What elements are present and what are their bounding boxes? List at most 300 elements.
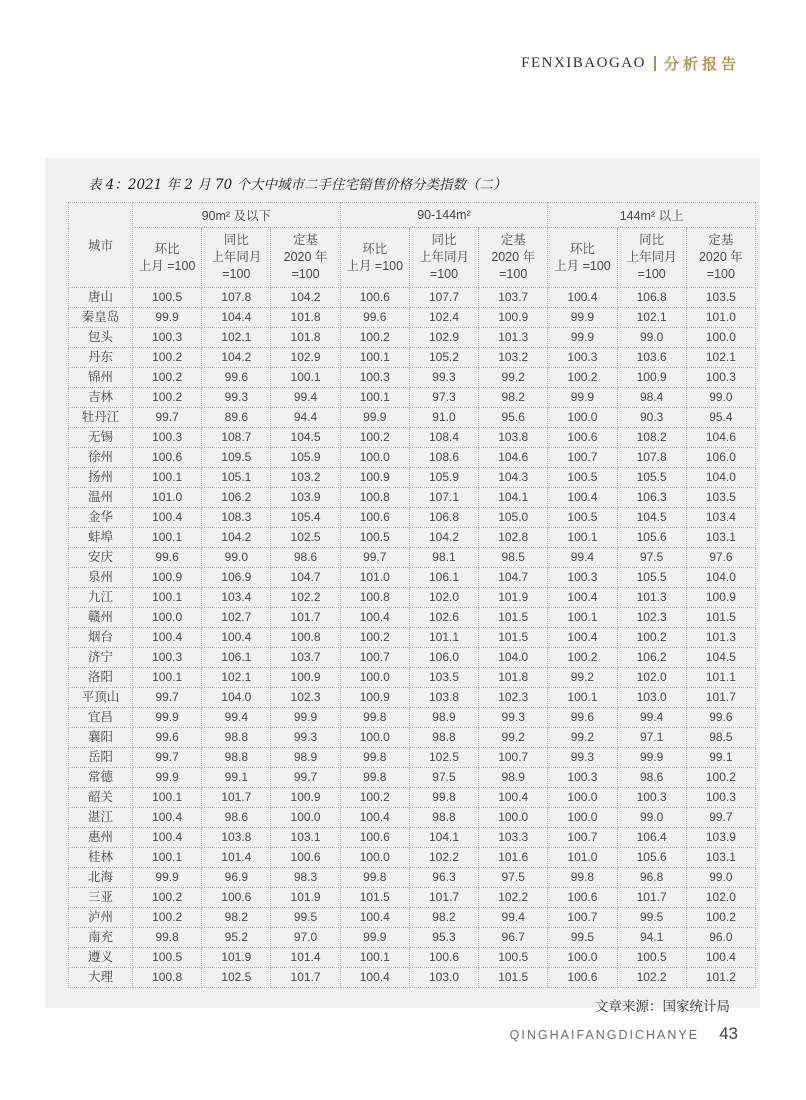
- value-cell: 105.2: [409, 348, 478, 368]
- value-cell: 107.7: [409, 288, 478, 308]
- sub-header-cell-yoy: 同比 上年同月 =100: [409, 228, 478, 288]
- value-cell: 101.0: [548, 848, 617, 868]
- value-cell: 107.8: [202, 288, 271, 308]
- value-cell: 103.8: [409, 688, 478, 708]
- value-cell: 99.7: [133, 408, 202, 428]
- value-cell: 99.9: [548, 328, 617, 348]
- value-cell: 103.8: [202, 828, 271, 848]
- table-row: [69, 348, 756, 368]
- page-header-brand: [521, 53, 740, 74]
- value-cell: 99.2: [479, 368, 548, 388]
- value-cell: 96.9: [202, 868, 271, 888]
- value-cell: 103.9: [271, 488, 340, 508]
- value-cell: 102.2: [271, 588, 340, 608]
- value-cell: 101.6: [479, 848, 548, 868]
- value-cell: 99.2: [479, 728, 548, 748]
- value-cell: 104.7: [479, 568, 548, 588]
- value-cell: 100.6: [202, 888, 271, 908]
- value-cell: 102.7: [202, 608, 271, 628]
- value-cell: 101.4: [271, 948, 340, 968]
- value-cell: 100.1: [133, 848, 202, 868]
- value-cell: 99.1: [686, 748, 755, 768]
- value-cell: 100.4: [548, 588, 617, 608]
- value-cell: 105.9: [271, 448, 340, 468]
- value-cell: 100.0: [340, 668, 409, 688]
- value-cell: 104.1: [479, 488, 548, 508]
- table-row: [69, 448, 756, 468]
- value-cell: 101.7: [271, 608, 340, 628]
- value-cell: 102.2: [409, 848, 478, 868]
- city-cell: 济宁: [69, 648, 133, 668]
- value-cell: 103.9: [686, 828, 755, 848]
- value-cell: 100.4: [133, 828, 202, 848]
- city-cell: 赣州: [69, 608, 133, 628]
- value-cell: 99.9: [548, 388, 617, 408]
- value-cell: 103.5: [686, 288, 755, 308]
- value-cell: 95.6: [479, 408, 548, 428]
- value-cell: 104.0: [686, 568, 755, 588]
- value-cell: 100.3: [548, 768, 617, 788]
- value-cell: 108.4: [409, 428, 478, 448]
- city-cell: 九江: [69, 588, 133, 608]
- value-cell: 99.0: [617, 808, 686, 828]
- value-cell: 99.2: [548, 668, 617, 688]
- table-row: [69, 868, 756, 888]
- value-cell: 101.1: [686, 668, 755, 688]
- city-cell: 大理: [69, 968, 133, 988]
- value-cell: 103.4: [686, 508, 755, 528]
- value-cell: 100.0: [548, 948, 617, 968]
- value-cell: 100.6: [340, 288, 409, 308]
- table-row: [69, 928, 756, 948]
- group-header-row: [69, 203, 756, 228]
- city-cell: 平顶山: [69, 688, 133, 708]
- value-cell: 99.0: [686, 388, 755, 408]
- value-cell: 105.9: [409, 468, 478, 488]
- value-cell: 109.5: [202, 448, 271, 468]
- value-cell: 105.4: [271, 508, 340, 528]
- value-cell: 96.7: [479, 928, 548, 948]
- value-cell: 94.4: [271, 408, 340, 428]
- city-cell: 扬州: [69, 468, 133, 488]
- value-cell: 100.6: [548, 968, 617, 988]
- table-row: [69, 808, 756, 828]
- value-cell: 106.0: [409, 648, 478, 668]
- value-cell: 99.5: [271, 908, 340, 928]
- value-cell: 100.6: [548, 428, 617, 448]
- value-cell: 100.0: [340, 728, 409, 748]
- value-cell: 90.3: [617, 408, 686, 428]
- table-row: [69, 408, 756, 428]
- table-row: [69, 648, 756, 668]
- value-cell: 103.0: [409, 968, 478, 988]
- price-index-table: [68, 202, 756, 988]
- value-cell: 99.9: [548, 308, 617, 328]
- content-panel: [45, 158, 760, 1015]
- value-cell: 100.2: [133, 908, 202, 928]
- value-cell: 99.6: [202, 368, 271, 388]
- value-cell: 107.1: [409, 488, 478, 508]
- value-cell: 100.4: [133, 508, 202, 528]
- value-cell: 99.8: [340, 868, 409, 888]
- value-cell: 99.8: [409, 788, 478, 808]
- value-cell: 100.0: [340, 448, 409, 468]
- value-cell: 100.4: [548, 288, 617, 308]
- value-cell: 100.0: [686, 328, 755, 348]
- value-cell: 100.4: [340, 968, 409, 988]
- value-cell: 103.8: [479, 428, 548, 448]
- value-cell: 97.5: [617, 548, 686, 568]
- value-cell: 97.0: [271, 928, 340, 948]
- value-cell: 95.4: [686, 408, 755, 428]
- value-cell: 101.7: [202, 788, 271, 808]
- value-cell: 99.6: [133, 548, 202, 568]
- value-cell: 102.0: [686, 888, 755, 908]
- value-cell: 104.0: [686, 468, 755, 488]
- value-cell: 96.8: [617, 868, 686, 888]
- value-cell: 100.6: [340, 828, 409, 848]
- value-cell: 99.6: [133, 728, 202, 748]
- value-cell: 101.0: [133, 488, 202, 508]
- value-cell: 99.0: [686, 868, 755, 888]
- value-cell: 99.4: [548, 548, 617, 568]
- value-cell: 100.6: [271, 848, 340, 868]
- value-cell: 100.7: [548, 828, 617, 848]
- value-cell: 95.3: [409, 928, 478, 948]
- value-cell: 104.1: [409, 828, 478, 848]
- value-cell: 101.8: [479, 668, 548, 688]
- value-cell: 103.2: [479, 348, 548, 368]
- city-cell: 惠州: [69, 828, 133, 848]
- value-cell: 98.2: [409, 908, 478, 928]
- value-cell: 100.4: [340, 908, 409, 928]
- value-cell: 105.5: [617, 468, 686, 488]
- value-cell: 101.3: [479, 328, 548, 348]
- value-cell: 102.9: [409, 328, 478, 348]
- value-cell: 100.9: [617, 368, 686, 388]
- table-row: [69, 828, 756, 848]
- value-cell: 99.4: [479, 908, 548, 928]
- value-cell: 101.3: [686, 628, 755, 648]
- table-row: [69, 948, 756, 968]
- value-cell: 102.1: [202, 668, 271, 688]
- table-row: [69, 688, 756, 708]
- value-cell: 98.2: [202, 908, 271, 928]
- value-cell: 100.2: [548, 368, 617, 388]
- value-cell: 106.4: [617, 828, 686, 848]
- value-cell: 99.8: [340, 708, 409, 728]
- city-cell: 吉林: [69, 388, 133, 408]
- value-cell: 104.3: [479, 468, 548, 488]
- value-cell: 100.4: [133, 628, 202, 648]
- value-cell: 105.5: [617, 568, 686, 588]
- value-cell: 99.9: [340, 928, 409, 948]
- value-cell: 106.0: [686, 448, 755, 468]
- value-cell: 97.5: [409, 768, 478, 788]
- value-cell: 105.1: [202, 468, 271, 488]
- value-cell: 107.8: [617, 448, 686, 468]
- table-row: [69, 608, 756, 628]
- value-cell: 100.4: [548, 488, 617, 508]
- city-cell: 襄阳: [69, 728, 133, 748]
- table-row: [69, 708, 756, 728]
- value-cell: 100.9: [479, 308, 548, 328]
- value-cell: 100.5: [548, 508, 617, 528]
- sub-header-cell-base: 定基 2020 年 =100: [686, 228, 755, 288]
- value-cell: 98.8: [202, 728, 271, 748]
- value-cell: 104.2: [409, 528, 478, 548]
- value-cell: 100.3: [548, 348, 617, 368]
- value-cell: 100.1: [340, 948, 409, 968]
- table-row: [69, 508, 756, 528]
- source-note: 文章来源：国家统计局: [595, 999, 730, 1015]
- value-cell: 100.2: [340, 788, 409, 808]
- value-cell: 98.4: [617, 388, 686, 408]
- value-cell: 102.1: [202, 328, 271, 348]
- value-cell: 98.6: [202, 808, 271, 828]
- value-cell: 100.6: [133, 448, 202, 468]
- value-cell: 100.0: [271, 808, 340, 828]
- value-cell: 100.3: [686, 368, 755, 388]
- value-cell: 100.6: [340, 508, 409, 528]
- value-cell: 94.1: [617, 928, 686, 948]
- value-cell: 105.6: [617, 528, 686, 548]
- table-row: [69, 748, 756, 768]
- value-cell: 103.7: [479, 288, 548, 308]
- value-cell: 99.4: [617, 708, 686, 728]
- value-cell: 102.5: [409, 748, 478, 768]
- value-cell: 100.0: [548, 408, 617, 428]
- page-footer: [510, 1024, 738, 1044]
- city-cell: 湛江: [69, 808, 133, 828]
- value-cell: 100.3: [133, 648, 202, 668]
- value-cell: 97.3: [409, 388, 478, 408]
- value-cell: 101.5: [686, 608, 755, 628]
- value-cell: 105.0: [479, 508, 548, 528]
- value-cell: 103.1: [686, 848, 755, 868]
- table-row: [69, 548, 756, 568]
- value-cell: 101.4: [202, 848, 271, 868]
- value-cell: 98.1: [409, 548, 478, 568]
- value-cell: 100.4: [202, 628, 271, 648]
- value-cell: 99.6: [548, 708, 617, 728]
- table-row: [69, 288, 756, 308]
- sub-header-cell-base: 定基 2020 年 =100: [479, 228, 548, 288]
- value-cell: 100.4: [548, 628, 617, 648]
- value-cell: 100.5: [479, 948, 548, 968]
- value-cell: 100.0: [548, 808, 617, 828]
- value-cell: 100.9: [271, 788, 340, 808]
- value-cell: 101.3: [617, 588, 686, 608]
- value-cell: 101.7: [271, 968, 340, 988]
- city-cell: 无锡: [69, 428, 133, 448]
- table-row: [69, 308, 756, 328]
- value-cell: 99.8: [133, 928, 202, 948]
- value-cell: 101.5: [479, 608, 548, 628]
- value-cell: 100.1: [548, 688, 617, 708]
- value-cell: 98.5: [479, 548, 548, 568]
- city-cell: 三亚: [69, 888, 133, 908]
- value-cell: 99.8: [340, 748, 409, 768]
- value-cell: 104.0: [479, 648, 548, 668]
- value-cell: 103.1: [271, 828, 340, 848]
- value-cell: 108.2: [617, 428, 686, 448]
- brand-latin-text: FENXIBAOGAO: [521, 55, 646, 71]
- value-cell: 102.0: [409, 588, 478, 608]
- table-title: 表 4：2021 年 2 月 70 个大中城市二手住宅销售价格分类指数（二）: [88, 177, 507, 193]
- city-cell: 唐山: [69, 288, 133, 308]
- group-header-cell-90-below: 90m² 及以下: [133, 203, 341, 228]
- value-cell: 101.8: [271, 308, 340, 328]
- value-cell: 100.4: [686, 948, 755, 968]
- value-cell: 101.9: [479, 588, 548, 608]
- city-cell: 蚌埠: [69, 528, 133, 548]
- value-cell: 95.2: [202, 928, 271, 948]
- value-cell: 100.8: [340, 588, 409, 608]
- table-row: [69, 768, 756, 788]
- value-cell: 100.1: [133, 668, 202, 688]
- value-cell: 102.0: [617, 668, 686, 688]
- value-cell: 104.4: [202, 308, 271, 328]
- value-cell: 100.0: [479, 808, 548, 828]
- value-cell: 101.0: [340, 568, 409, 588]
- value-cell: 99.8: [340, 768, 409, 788]
- value-cell: 101.5: [340, 888, 409, 908]
- value-cell: 101.7: [617, 888, 686, 908]
- value-cell: 101.8: [271, 328, 340, 348]
- city-cell: 牡丹江: [69, 408, 133, 428]
- value-cell: 102.5: [202, 968, 271, 988]
- value-cell: 102.8: [479, 528, 548, 548]
- value-cell: 100.3: [133, 328, 202, 348]
- value-cell: 100.4: [340, 608, 409, 628]
- value-cell: 104.5: [617, 508, 686, 528]
- value-cell: 99.1: [202, 768, 271, 788]
- value-cell: 100.2: [340, 328, 409, 348]
- value-cell: 102.9: [271, 348, 340, 368]
- table-row: [69, 368, 756, 388]
- value-cell: 99.9: [617, 748, 686, 768]
- value-cell: 100.2: [133, 368, 202, 388]
- value-cell: 100.7: [340, 648, 409, 668]
- sub-header-cell-yoy: 同比 上年同月 =100: [202, 228, 271, 288]
- value-cell: 99.7: [133, 688, 202, 708]
- value-cell: 100.1: [133, 588, 202, 608]
- value-cell: 102.1: [617, 308, 686, 328]
- value-cell: 100.3: [548, 568, 617, 588]
- value-cell: 100.2: [133, 888, 202, 908]
- value-cell: 98.9: [409, 708, 478, 728]
- value-cell: 100.1: [548, 528, 617, 548]
- value-cell: 104.5: [271, 428, 340, 448]
- value-cell: 101.0: [686, 308, 755, 328]
- value-cell: 100.5: [617, 948, 686, 968]
- city-cell: 桂林: [69, 848, 133, 868]
- value-cell: 99.7: [686, 808, 755, 828]
- value-cell: 100.1: [133, 528, 202, 548]
- value-cell: 100.7: [548, 908, 617, 928]
- value-cell: 99.9: [133, 868, 202, 888]
- value-cell: 106.8: [617, 288, 686, 308]
- value-cell: 101.7: [409, 888, 478, 908]
- value-cell: 101.5: [479, 628, 548, 648]
- table-row: [69, 908, 756, 928]
- city-cell: 常德: [69, 768, 133, 788]
- value-cell: 104.6: [479, 448, 548, 468]
- brand-separator-bar: [654, 56, 656, 71]
- table-row: [69, 328, 756, 348]
- group-header-cell-144-above: 144m² 以上: [548, 203, 756, 228]
- city-cell: 金华: [69, 508, 133, 528]
- value-cell: 99.7: [340, 548, 409, 568]
- city-cell: 泉州: [69, 568, 133, 588]
- value-cell: 102.3: [479, 688, 548, 708]
- value-cell: 100.8: [133, 968, 202, 988]
- table-body: [69, 288, 756, 988]
- value-cell: 98.6: [617, 768, 686, 788]
- value-cell: 99.0: [202, 548, 271, 568]
- value-cell: 98.3: [271, 868, 340, 888]
- value-cell: 100.4: [133, 808, 202, 828]
- value-cell: 102.2: [479, 888, 548, 908]
- value-cell: 100.2: [133, 348, 202, 368]
- value-cell: 102.3: [617, 608, 686, 628]
- city-header-cell: 城市: [69, 203, 133, 288]
- city-cell: 锦州: [69, 368, 133, 388]
- value-cell: 100.7: [548, 448, 617, 468]
- value-cell: 103.5: [409, 668, 478, 688]
- value-cell: 98.8: [202, 748, 271, 768]
- value-cell: 100.8: [340, 488, 409, 508]
- value-cell: 103.5: [686, 488, 755, 508]
- value-cell: 100.6: [409, 948, 478, 968]
- city-cell: 北海: [69, 868, 133, 888]
- value-cell: 104.7: [271, 568, 340, 588]
- value-cell: 104.2: [271, 288, 340, 308]
- value-cell: 100.1: [340, 348, 409, 368]
- value-cell: 102.5: [271, 528, 340, 548]
- value-cell: 99.7: [271, 768, 340, 788]
- value-cell: 100.2: [548, 648, 617, 668]
- value-cell: 103.1: [686, 528, 755, 548]
- value-cell: 102.2: [617, 968, 686, 988]
- value-cell: 99.9: [133, 768, 202, 788]
- value-cell: 97.1: [617, 728, 686, 748]
- value-cell: 98.2: [479, 388, 548, 408]
- value-cell: 101.5: [479, 968, 548, 988]
- value-cell: 103.0: [617, 688, 686, 708]
- brand-chinese-text: 分析报告: [663, 55, 740, 73]
- value-cell: 103.2: [271, 468, 340, 488]
- value-cell: 98.5: [686, 728, 755, 748]
- value-cell: 103.3: [479, 828, 548, 848]
- value-cell: 99.9: [271, 708, 340, 728]
- value-cell: 99.0: [617, 328, 686, 348]
- value-cell: 100.1: [548, 608, 617, 628]
- value-cell: 100.5: [548, 468, 617, 488]
- value-cell: 100.9: [340, 468, 409, 488]
- value-cell: 100.7: [479, 748, 548, 768]
- value-cell: 100.2: [686, 768, 755, 788]
- city-cell: 宜昌: [69, 708, 133, 728]
- city-cell: 泸州: [69, 908, 133, 928]
- value-cell: 106.8: [409, 508, 478, 528]
- value-cell: 100.2: [133, 388, 202, 408]
- value-cell: 106.9: [202, 568, 271, 588]
- value-cell: 100.2: [686, 908, 755, 928]
- value-cell: 98.9: [479, 768, 548, 788]
- value-cell: 100.2: [340, 428, 409, 448]
